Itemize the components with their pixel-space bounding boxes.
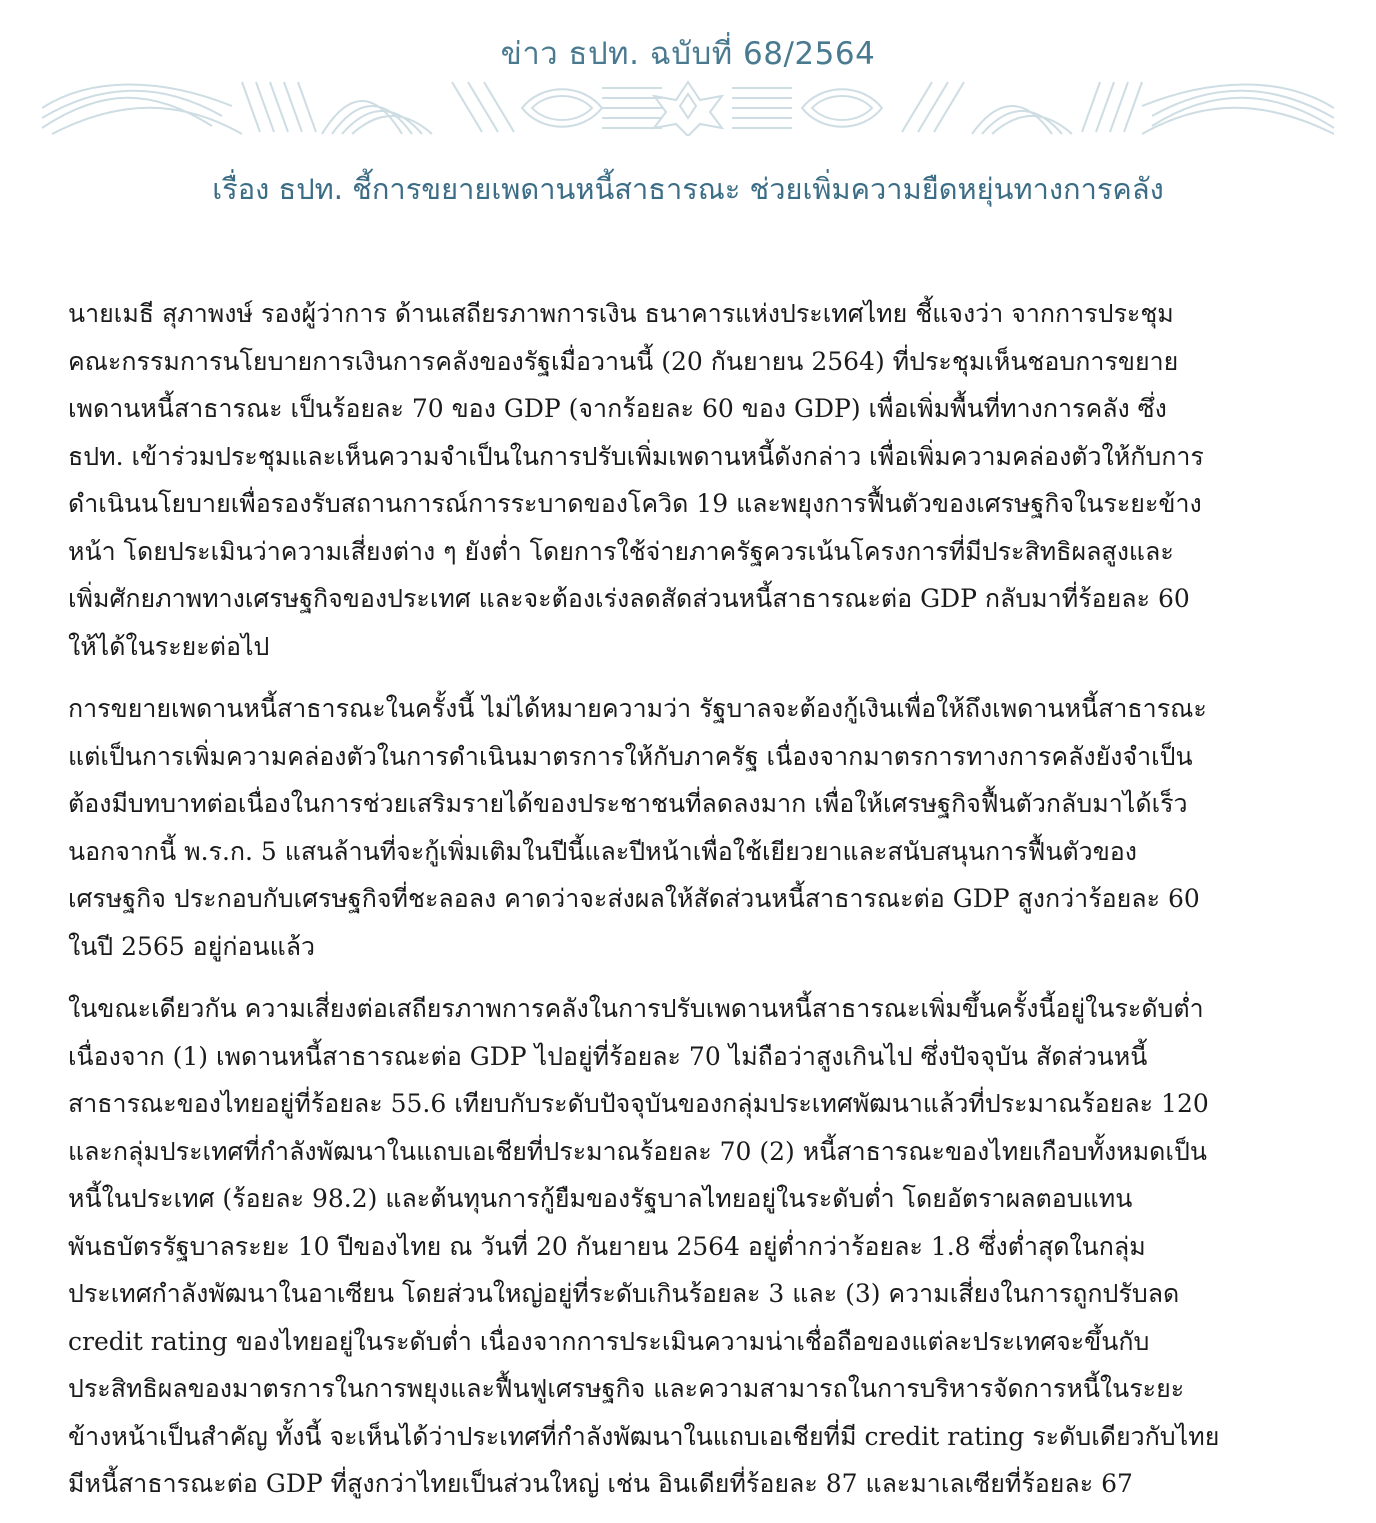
paragraph-line: ดำเนินนโยบายเพื่อรองรับสถานการณ์การระบาดของโควิด 19 และพยุงการฟื้นตัวของเศรษฐกิจในระยะข้าง (68, 489, 1202, 518)
paragraph-line: ธปท. เข้าร่วมประชุมและเห็นความจำเป็นในการปรับเพิ่มเพดานหนี้ดังกล่าว เพื่อเพิ่มความคล่องตัวให้กับการ (68, 441, 1204, 471)
paragraph-line: เพิ่มศักยภาพทางเศรษฐกิจของประเทศ และจะต้องเร่งลดสัดส่วนหนี้สาธารณะต่อ GDP กลับมาที่ร้อยละ 60 (68, 584, 1190, 613)
paragraph-line: และกลุ่มประเทศที่กำลังพัฒนาในแถบเอเชียที่ประมาณร้อยละ 70 (2) หนี้สาธารณะของไทยเกือบทั้งหมดเป็น (68, 1136, 1207, 1166)
paragraph-line: มีหนี้สาธารณะต่อ GDP ที่สูงกว่าไทยเป็นส่วนใหญ่ เช่น อินเดียที่ร้อยละ 87 และมาเลเซียที่ร้อยละ 67 (68, 1469, 1133, 1498)
paragraph-line: ประสิทธิผลของมาตรการในการพยุงและฟื้นฟูเศรษฐกิจ และความสามารถในการบริหารจัดการหนี้ในระยะ (68, 1374, 1185, 1403)
paragraph-line: เศรษฐกิจ ประกอบกับเศรษฐกิจที่ชะลอลง คาดว่าจะส่งผลให้สัดส่วนหนี้สาธารณะต่อ GDP สูงกว่าร้อยละ 60 (68, 884, 1200, 913)
paragraph-line: นายเมธี สุภาพงษ์ รองผู้ว่าการ ด้านเสถียรภาพการเงิน ธนาคารแห่งประเทศไทย ชี้แจงว่า จากการประชุม (68, 299, 1174, 328)
paragraph-line: หนี้ในประเทศ (ร้อยละ 98.2) และต้นทุนการกู้ยืมของรัฐบาลไทยอยู่ในระดับต่ำ โดยอัตราผลตอบแทน (68, 1184, 1133, 1213)
article-body (68, 290, 1330, 1523)
paragraph-line: ในขณะเดียวกัน ความเสี่ยงต่อเสถียรภาพการคลังในการปรับเพดานหนี้สาธารณะเพิ่มขึ้นครั้งนี้อยู่ในระดับต่ำ (68, 994, 1204, 1023)
paragraph-line: เพดานหนี้สาธารณะ เป็นร้อยละ 70 ของ GDP (จากร้อยละ 60 ของ GDP) เพื่อเพิ่มพื้นที่ทางการคลัง ซึ่ง (68, 394, 1167, 423)
paragraph-line: ต้องมีบทบาทต่อเนื่องในการช่วยเสริมรายได้ของประชาชนที่ลดลงมาก เพื่อให้เศรษฐกิจฟื้นตัวกลับมาได้เร็ว (68, 789, 1188, 818)
paragraph-line: ข้างหน้าเป็นสำคัญ ทั้งนี้ จะเห็นได้ว่าประเทศที่กำลังพัฒนาในแถบเอเชียที่มี credit rating ระดับเดียวกับไทย (68, 1421, 1220, 1451)
paragraph-1 (68, 290, 1330, 670)
paragraph-line: ให้ได้ในระยะต่อไป (68, 631, 270, 661)
paragraph-line: สาธารณะของไทยอยู่ที่ร้อยละ 55.6 เทียบกับระดับปัจจุบันของกลุ่มประเทศพัฒนาแล้วที่ประมาณร้อยละ 120 (68, 1089, 1209, 1118)
paragraph-line: ในปี 2565 อยู่ก่อนแล้ว (68, 931, 316, 961)
paragraph-3 (68, 985, 1330, 1508)
paragraph-line: แต่เป็นการเพิ่มความคล่องตัวในการดำเนินมาตรการให้กับภาครัฐ เนื่องจากมาตรการทางการคลังยังจำเป็น (68, 741, 1193, 771)
paragraph-line: เนื่องจาก (1) เพดานหนี้สาธารณะต่อ GDP ไปอยู่ที่ร้อยละ 70 ไม่ถือว่าสูงเกินไป ซึ่งปัจจุบัน สัดส่วนหนี้ (68, 1041, 1148, 1071)
paragraph-line: credit rating ของไทยอยู่ในระดับต่ำ เนื่องจากการประเมินความน่าเชื่อถือของแต่ละประเทศจะขึ้นกับ (68, 1326, 1150, 1356)
paragraph-line: นอกจากนี้ พ.ร.ก. 5 แสนล้านที่จะกู้เพิ่มเติมในปีนี้และปีหน้าเพื่อใช้เยียวยาและสนับสนุนการฟื้นตัวของ (68, 836, 1138, 866)
paragraph-line: การขยายเพดานหนี้สาธารณะในครั้งนี้ ไม่ได้หมายความว่า รัฐบาลจะต้องกู้เงินเพื่อให้ถึงเพดานหนี้สาธารณะ (68, 694, 1207, 723)
paragraph-line: พันธบัตรรัฐบาลระยะ 10 ปีของไทย ณ วันที่ 20 กันยายน 2564 อยู่ต่ำกว่าร้อยละ 1.8 ซึ่งต่ำสุดในกลุ่ม (68, 1231, 1146, 1261)
paragraph-line: คณะกรรมการนโยบายการเงินการคลังของรัฐเมื่อวานนี้ (20 กันยายน 2564) ที่ประชุมเห็นชอบการขยาย (68, 346, 1179, 376)
paragraph-line: หน้า โดยประเมินว่าความเสี่ยงต่าง ๆ ยังต่ำ โดยการใช้จ่ายภาครัฐควรเน้นโครงการที่มีประสิทธิผลสูงและ (68, 536, 1174, 566)
paragraph-2 (68, 685, 1330, 970)
decorative-banner (42, 78, 1334, 136)
paragraph-line: ประเทศกำลังพัฒนาในอาเซียน โดยส่วนใหญ่อยู่ที่ระดับเกินร้อยละ 3 และ (3) ความเสี่ยงในการถูกปรับลด (68, 1279, 1180, 1308)
news-subject: เรื่อง ธปท. ชี้การขยายเพดานหนี้สาธารณะ ช่วยเพิ่มความยืดหยุ่นทางการคลัง (212, 172, 1164, 206)
press-release-number: ข่าว ธปท. ฉบับที่ 68/2564 (500, 36, 876, 72)
